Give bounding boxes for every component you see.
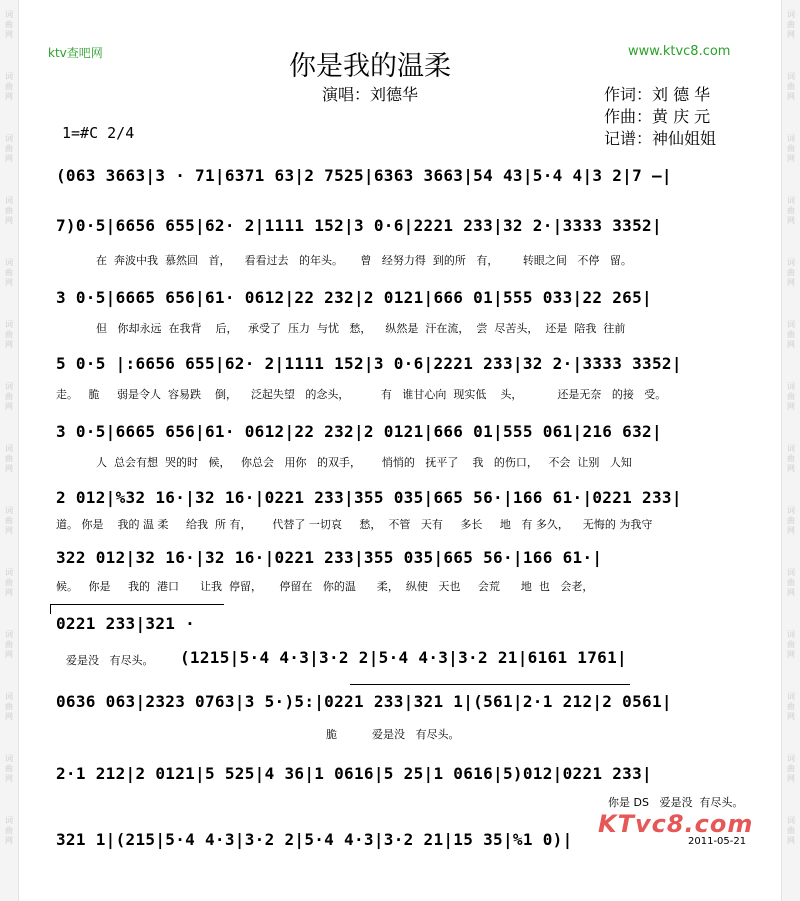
score-line-2: 7)0·5|6656 655|62· 2|1111 152|3 0·6|2221 233|32 2·|3333 3352| xyxy=(56,216,662,235)
lyric-line-2: 在 奔波中我 慕然回 首， 看看过去 的年头。 曾 经努力得 到的所 有， 转眼之间 不停 留。 xyxy=(96,254,632,267)
volta-bracket xyxy=(50,604,224,605)
watermark-text: 词 曲 网 xyxy=(5,382,13,411)
score-line-1: (063 3663|3 · 71|6371 63|2 7525|6363 3663|54 43|5·4 4|3 2|7 –| xyxy=(56,166,672,185)
watermark-text: 词 曲 网 xyxy=(5,816,13,845)
score-line-8: 0221 233|321 · xyxy=(56,614,196,633)
watermark-text: 词 曲 网 xyxy=(787,816,795,845)
score-line-4: 5 0·5 |:6656 655|62· 2|1111 152|3 0·6|2221 233|32 2·|3333 3352| xyxy=(56,354,682,373)
watermark-text: 词 曲 网 xyxy=(787,72,795,101)
lyric-line-5: 人 总会有想 哭的时 候， 你总会 用你 的双手， 悄悄的 抚平了 我 的伤口， 不会 让别 人知 xyxy=(96,456,632,469)
watermark-text: 词 曲 网 xyxy=(5,630,13,659)
lyric-line-3: 但 你却永远 在我背 后， 承受了 压力 与忧 愁， 纵然是 汗在流， 尝 尽苦头， 还是 陪我 往前 xyxy=(96,322,626,335)
watermark-text: 词 曲 网 xyxy=(787,568,795,597)
watermark-text: 词 曲 网 xyxy=(787,10,795,39)
watermark-text: 词 曲 网 xyxy=(787,134,795,163)
watermark-text: 词 曲 网 xyxy=(787,196,795,225)
score-line-12: 321 1|(215|5·4 4·3|3·2 2|5·4 4·3|3·2 21|15 35|%1 0)| xyxy=(56,830,573,849)
lyric-line-8: 爱是没 有尽头。 xyxy=(66,654,154,667)
watermark-text: 词 曲 网 xyxy=(787,258,795,287)
watermark-text: 词 曲 网 xyxy=(5,692,13,721)
watermark-text: 词 曲 网 xyxy=(5,258,13,287)
lyric-line-11: 你是 DS 爱是没 有尽头。 xyxy=(608,796,744,809)
watermark-text: 词 曲 网 xyxy=(787,320,795,349)
key-signature: 1=#C 2/4 xyxy=(62,124,135,142)
watermark-text: 词 曲 网 xyxy=(5,754,13,783)
lyric-line-4: 走。 脆 弱是令人 容易跌 倒， 泛起失望 的念头， 有 谁甘心向 现实低 头， 还是无奈 的接 受。 xyxy=(56,388,667,401)
watermark-text: 词 曲 网 xyxy=(787,692,795,721)
score-line-7: 322 012|32 16·|32 16·|0221 233|355 035|665 56·|166 61·| xyxy=(56,548,603,567)
watermark-text: 词 曲 网 xyxy=(5,196,13,225)
site-name-left: ktv查吧网 xyxy=(48,46,103,60)
watermark-text: 词 曲 网 xyxy=(5,506,13,535)
song-title: 你是我的温柔 xyxy=(289,51,451,82)
score-line-10: 0636 063|2323 0763|3 5·)5:|0221 233|321 1|(561|2·1 212|2 0561| xyxy=(56,692,672,711)
watermark-text: 词 曲 网 xyxy=(787,754,795,783)
singer: 演唱：刘德华 xyxy=(322,85,419,104)
watermark-text: 词 曲 网 xyxy=(5,320,13,349)
watermark-text: 词 曲 网 xyxy=(787,630,795,659)
date-stamp: 2011-05-21 xyxy=(688,836,747,847)
transcriber: 记谱：神仙姐姐 xyxy=(604,129,717,148)
score-line-3: 3 0·5|6665 656|61· 0612|22 232|2 0121|666 01|555 033|22 265| xyxy=(56,288,652,307)
score-line-5: 3 0·5|6665 656|61· 0612|22 232|2 0121|666 01|555 061|216 632| xyxy=(56,422,662,441)
watermark-text: 词 曲 网 xyxy=(787,506,795,535)
watermark-text: 词 曲 网 xyxy=(5,568,13,597)
lyric-line-7: 候。 你是 我的 港口 让我 停留， 停留在 你的温 柔， 纵使 天也 会荒 地 也 会老， xyxy=(56,580,594,593)
watermark-text: 词 曲 网 xyxy=(787,382,795,411)
watermark-text: 词 曲 网 xyxy=(5,72,13,101)
lyric-line-6: 道。 你是 我的 温 柔 给我 所 有， 代替了 一切哀 愁， 不管 天有 多长 地 有 多久， 无悔的 为我守 xyxy=(56,518,653,531)
watermark-text: 词 曲 网 xyxy=(787,444,795,473)
watermark-text: 词 曲 网 xyxy=(5,134,13,163)
lyric-line-10: 脆 爱是没 有尽头。 xyxy=(326,728,460,741)
composer: 作曲：黄 庆 元 xyxy=(604,107,711,126)
lyricist: 作词：刘 德 华 xyxy=(604,85,711,104)
volta-bracket-end xyxy=(50,604,51,614)
score-line-9: (1215|5·4 4·3|3·2 2|5·4 4·3|3·2 21|6161 1761| xyxy=(180,648,627,667)
score-line-6: 2 012|%32 16·|32 16·|0221 233|355 035|665 56·|166 61·|0221 233| xyxy=(56,488,682,507)
ktvc8-logo: KTvc8.com xyxy=(598,810,754,838)
watermark-text: 词 曲 网 xyxy=(5,444,13,473)
watermark-text: 词 曲 网 xyxy=(5,10,13,39)
volta-bracket-2 xyxy=(350,684,630,685)
site-url-right: www.ktvc8.com xyxy=(628,44,731,59)
score-line-11: 2·1 212|2 0121|5 525|4 36|1 0616|5 25|1 0616|5)012|0221 233| xyxy=(56,764,652,783)
